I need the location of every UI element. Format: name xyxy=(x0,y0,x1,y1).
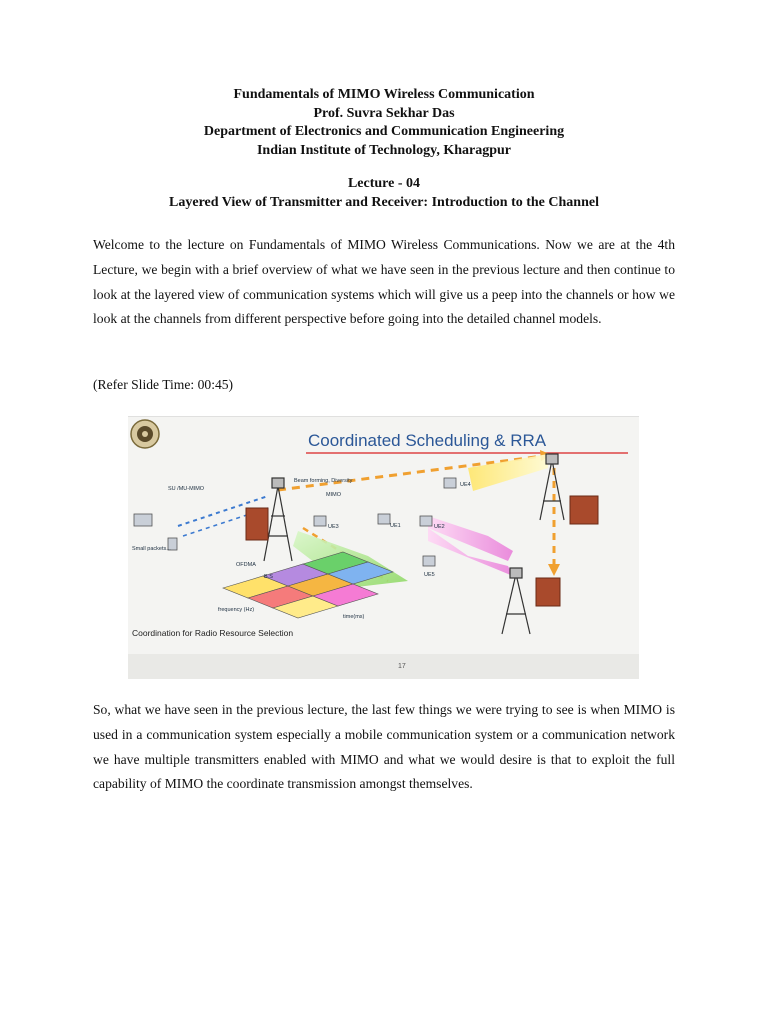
lecture-title: Layered View of Transmitter and Receiver: Introduction to the Channel xyxy=(169,194,599,210)
ue1-device-icon xyxy=(378,514,390,524)
label-bs: B.S xyxy=(264,574,273,580)
label-time-axis: time(ms) xyxy=(343,614,365,620)
slide-time-reference: (Refer Slide Time: 00:45) xyxy=(93,377,234,392)
building-bottom-icon xyxy=(536,578,560,606)
label-ue1: UE1 xyxy=(390,523,401,529)
slide-title: Coordinated Scheduling & RRA xyxy=(308,431,547,450)
course-title: Fundamentals of MIMO Wireless Communication xyxy=(233,87,535,102)
lecture-slide-image xyxy=(128,416,639,679)
building-left-icon xyxy=(246,508,268,540)
document-header xyxy=(0,86,768,212)
label-left-side: Small packets... xyxy=(132,546,171,552)
label-beam-forming: Beam forming, Diversity xyxy=(294,478,353,484)
ue3-device-icon xyxy=(314,516,326,526)
ue5-device-icon xyxy=(423,556,435,566)
label-ue5: UE5 xyxy=(424,572,435,578)
institute-logo-icon xyxy=(131,420,159,448)
slide-caption: Coordination for Radio Resource Selection xyxy=(132,628,294,638)
lecture-number: Lecture - 04 xyxy=(347,176,421,191)
slide-diagram xyxy=(128,416,639,679)
label-su-mu-mimo: SU /MU-MIMO xyxy=(168,486,205,492)
department-name: Department of Electronics and Communication Engineering xyxy=(203,124,565,139)
paragraph-intro: Welcome to the lecture on Fundamentals of MIMO Wireless Communications. Now we are at the 4th Lecture, we begin with a brief overview of what we have seen in the previous lecture and then continue to look at the layered view of communication systems which will give us a peep into the channels or how we look at the channels from different perspective before going into the detailed channel models. xyxy=(93,237,675,327)
label-ofdma: OFDMA xyxy=(236,562,256,568)
laptop-icon xyxy=(134,514,152,526)
building-right-icon xyxy=(570,496,598,524)
label-ue4: UE4 xyxy=(460,482,471,488)
institute-name: Indian Institute of Technology, Kharagpur xyxy=(256,142,511,158)
paragraph-coordination: So, what we have seen in the previous lecture, the last few things we were trying to see is when MIMO is used in a communication system especially a mobile communication system or a communication network we have multiple transmitters enabled with MIMO and what we would desire is that to exploit the full capability of MIMO the coordinate transmission amongst themselves. xyxy=(93,702,675,792)
slide-page-number: 17 xyxy=(398,663,406,670)
ue2-device-icon xyxy=(420,516,432,526)
label-ue2: UE2 xyxy=(434,524,445,530)
ue4-device-icon xyxy=(444,478,456,488)
label-ue3: UE3 xyxy=(328,524,339,530)
label-frequency-axis: frequency (Hz) xyxy=(218,607,255,613)
label-mimo: MIMO xyxy=(326,492,341,498)
professor-name: Prof. Suvra Sekhar Das xyxy=(313,105,455,121)
